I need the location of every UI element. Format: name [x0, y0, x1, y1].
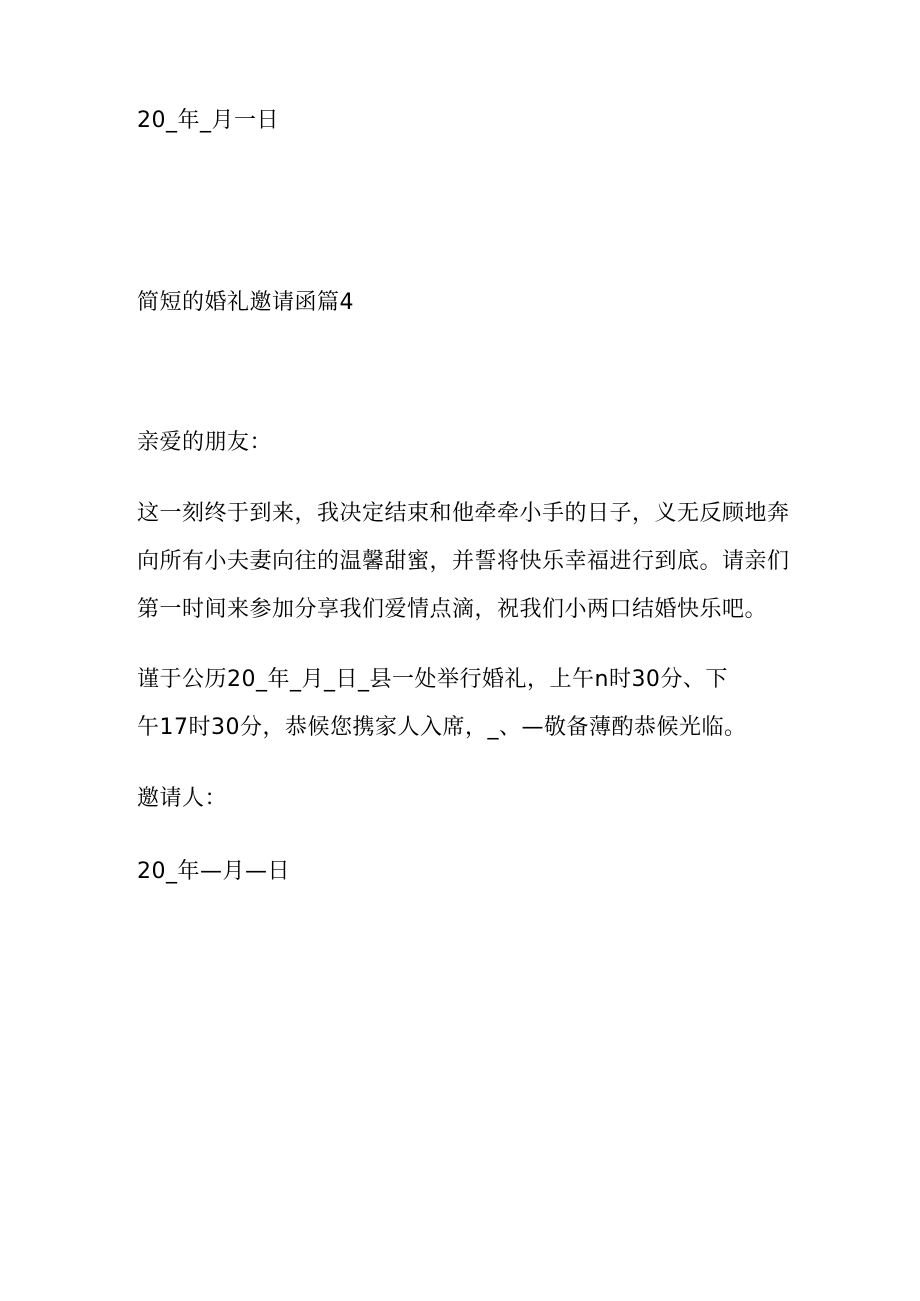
greeting: 亲爱的朋友：: [137, 430, 273, 455]
paragraph-1-line: 向所有小夫妻向往的温馨甜蜜，并誓将快乐幸福进行到底。请亲们: [137, 549, 790, 574]
paragraph-1-line: 第一时间来参加分享我们爱情点滴，祝我们小两口结婚快乐吧。: [137, 597, 768, 622]
bottom-date: 20_年—月—日: [137, 859, 290, 884]
top-date: 20_年_月一日: [137, 108, 279, 133]
paragraph-1-line: 这一刻终于到来，我决定结束和他牵牵小手的日子，义无反顾地奔: [137, 501, 790, 526]
section-title: 简短的婚礼邀请函篇4: [137, 290, 354, 315]
paragraph-2-line: 谨于公历20_年_月_日_县一处举行婚礼，上午n时30分、下: [137, 667, 728, 692]
paragraph-2-line: 午17时30分，恭候您携家人入席，_、—敬备薄酌恭候光临。: [137, 715, 747, 740]
inviter-label: 邀请人：: [137, 786, 228, 811]
